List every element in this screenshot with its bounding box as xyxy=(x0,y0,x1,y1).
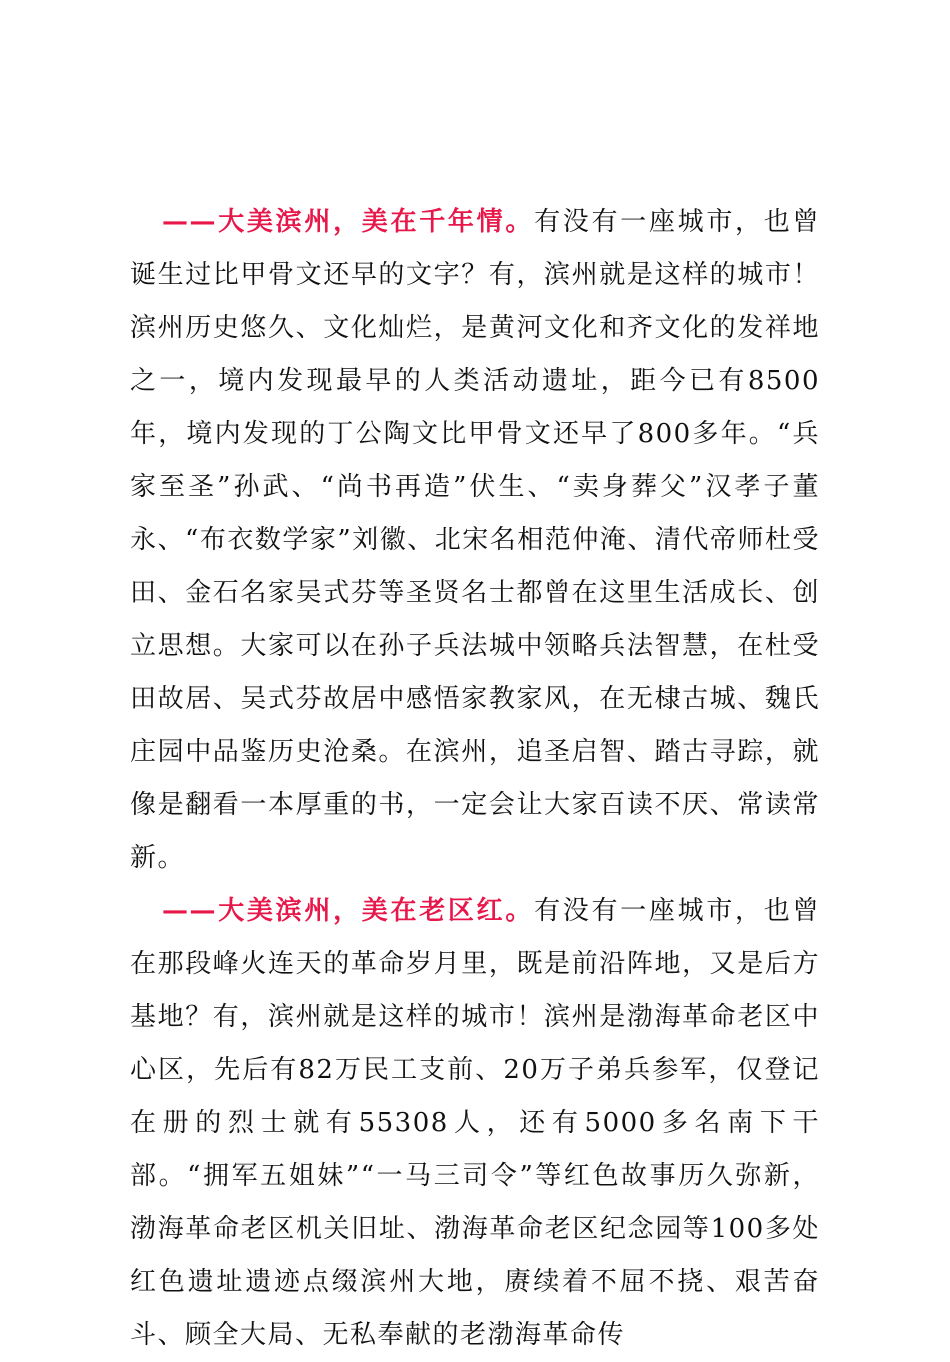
paragraph-heading: ——大美滨州，美在千年情。 xyxy=(162,207,535,237)
paragraph-old-revolutionary-base xyxy=(130,885,820,1362)
document-body xyxy=(130,196,820,1362)
paragraph-text: 有没有一座城市，也曾诞生过比甲骨文还早的文字？有，滨州就是这样的城市！滨州历史悠久、文化灿烂，是黄河文化和齐文化的发祥地之一，境内发现最早的人类活动遗址，距今已有8500年，境内发现的丁公陶文比甲骨文还早了800多年。“兵家至圣”孙武、“尚书再造”伏生、“卖身葬父”汉孝子董永、“布衣数学家”刘徽、北宋名相范仲淹、清代帝师杜受田、金石名家吴式芬等圣贤名士都曾在这里生活成长、创立思想。大家可以在孙子兵法城中领略兵法智慧，在杜受田故居、吴式芬故居中感悟家教家风，在无棣古城、魏氏庄园中品鉴历史沧桑。在滨州，追圣启智、踏古寻踪，就像是翻看一本厚重的书，一定会让大家百读不厌、常读常新。 xyxy=(130,207,820,873)
paragraph-text: 有没有一座城市，也曾在那段峰火连天的革命岁月里，既是前沿阵地，又是后方基地？有，滨州就是这样的城市！滨州是渤海革命老区中心区，先后有82万民工支前、20万子弟兵参军，仅登记在册的烈士就有55308人，还有5000多名南下干部。“拥军五姐妹”“一马三司令”等红色故事历久弥新，渤海革命老区机关旧址、渤海革命老区纪念园等100多处红色遗址遗迹点缀滨州大地，赓续着不屈不挠、艰苦奋斗、顾全大局、无私奉献的老渤海革命传 xyxy=(130,896,820,1350)
paragraph-thousand-year-sentiment xyxy=(130,196,820,885)
paragraph-heading: ——大美滨州，美在老区红。 xyxy=(162,896,535,926)
